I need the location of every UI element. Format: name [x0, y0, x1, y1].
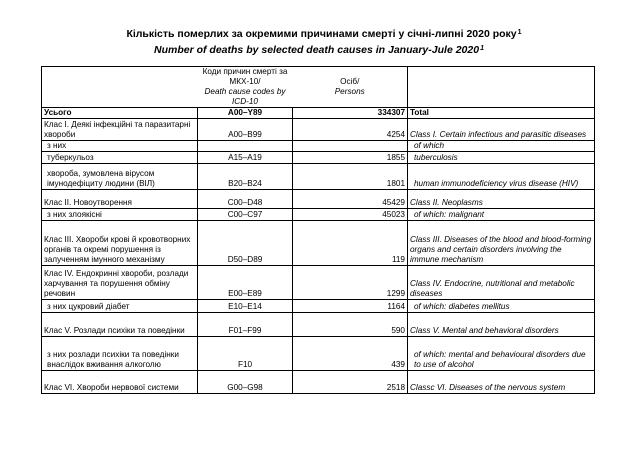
- deaths-table: [41, 66, 595, 394]
- header-codes: Коди причин смерті за МКХ-10/ Death cause codes by ICD-10: [198, 67, 293, 108]
- table-row: Клас VI. Хвороби нервової системи G00–G98 2518 Classc VI. Diseases of the nervous system: [42, 371, 595, 394]
- table-row: з них розлади психіки та поведінки внаслідок вживання алкоголю F10 439 of which: mental and behavioural disorders due to use of alcohol: [42, 337, 595, 371]
- table-row: Клас I. Деякі інфекційні та паразитарні хвороби A00–B99 4254 Class I. Certain infectious and parasitic diseases: [42, 119, 595, 141]
- table-row: з них цукровий діабет E10–E14 1164 of which: diabetes mellitus: [42, 300, 595, 313]
- table-row: Клас IV. Ендокринні хвороби, розлади харчування та порушення обміну речовин E00–E89 1299 Class IV. Endocrine, nutritional and metabolic diseases: [42, 266, 595, 300]
- table-row: з них злоякісні C00–C97 45023 of which: malignant: [42, 209, 595, 221]
- footnote-mark: 1: [480, 45, 484, 52]
- footnote-mark: 1: [517, 29, 522, 36]
- header-blank-cell: [42, 67, 198, 108]
- table-row: Клас III. Хвороби крові й кровотворних органів та окремі порушення із залученням імунного механізму D50–D89 119 Class III. Diseases of the blood and blood-forming organs and certain disorders involving the immune mechanism: [42, 221, 595, 266]
- table-header-row: [42, 67, 595, 108]
- table-row: туберкульоз A15–A19 1855 tuberculosis: [42, 152, 595, 164]
- table-row-total: Усього A00–Y89 334307 Total: [42, 108, 595, 119]
- header-persons: Осіб/ Persons: [293, 67, 408, 108]
- table-row: Клас V. Розлади психіки та поведінки F01–F99 590 Class V. Mental and behavioral disorders: [42, 313, 595, 337]
- header-blank-cell: [408, 67, 595, 108]
- table-row: з них of which: [42, 141, 595, 152]
- title-ua: Кількість померлих за окремими причинами смерті у січні-липні 2020 року$^1$: [126, 28, 522, 40]
- table-row: хвороба, зумовлена вірусом імунодефіциту людини (ВІЛ) B20–B24 1801 human immunodeficiency virus disease (HIV): [42, 164, 595, 190]
- title-en: Number of deaths by selected death causes in January-Jule 2020$^1$: [154, 44, 484, 56]
- table-row: Клас II. Новоутворення C00–D48 45429 Class II. Neoplasms: [42, 190, 595, 209]
